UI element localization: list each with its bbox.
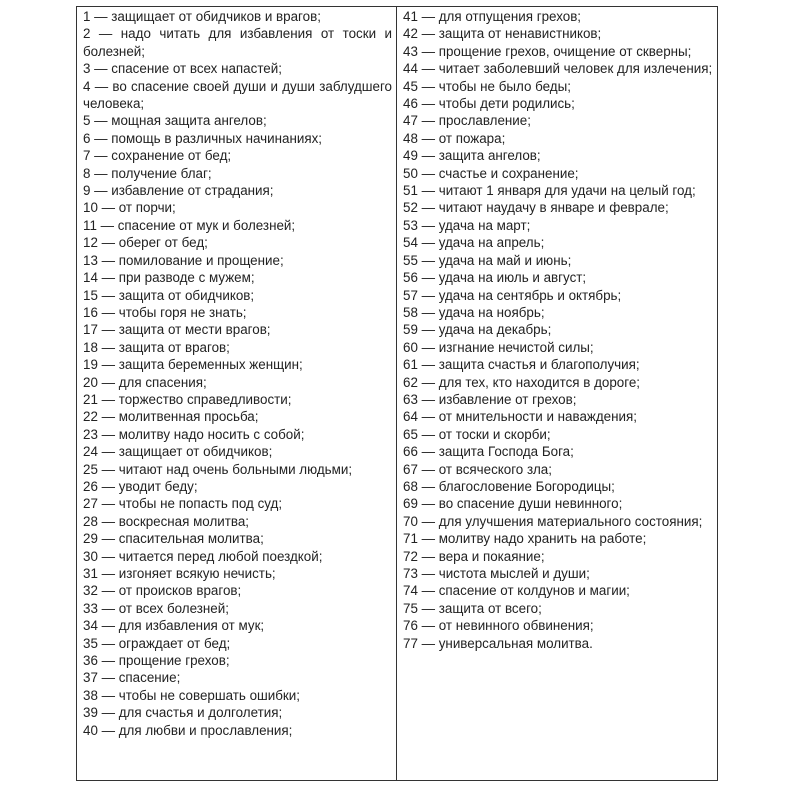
psalm-purpose-table bbox=[76, 6, 718, 781]
list-item: 29 — спасительная молитва; bbox=[83, 531, 264, 547]
list-item: 56 — удача на июль и август; bbox=[403, 270, 587, 286]
list-item: 4 — во спасение своей души и души заблудшего человека; bbox=[83, 78, 392, 112]
list-item: 70 — для улучшения материального состояния; bbox=[403, 513, 703, 529]
list-item: 32 — от происков врагов; bbox=[83, 583, 242, 599]
list-item: 20 — для спасения; bbox=[83, 374, 207, 390]
list-item: 27 — чтобы не попасть под суд; bbox=[83, 496, 283, 512]
list-item: 2 — надо читать для избавления от тоски и болезней; bbox=[83, 26, 392, 59]
list-item: 50 — счастье и сохранение; bbox=[403, 165, 579, 181]
list-item: 64 — от мнительности и наваждения; bbox=[403, 409, 637, 425]
list-item: 43 — прощение грехов, очищение от скверны; bbox=[403, 43, 692, 59]
list-item: 63 — избавление от грехов; bbox=[403, 391, 577, 407]
list-item: 77 — универсальная молитва. bbox=[403, 635, 593, 651]
list-item: 76 — от невинного обвинения; bbox=[403, 618, 594, 634]
list-item: 25 — читают над очень больными людьми; bbox=[83, 461, 353, 477]
list-item: 49 — защита ангелов; bbox=[403, 148, 541, 164]
list-item: 42 — защита от ненавистников; bbox=[403, 26, 602, 42]
list-item: 67 — от всяческого зла; bbox=[403, 461, 552, 477]
list-item: 69 — во спасение души невинного; bbox=[403, 496, 623, 512]
list-item: 47 — прославление; bbox=[403, 113, 531, 129]
list-item: 37 — спасение; bbox=[83, 670, 181, 686]
list-item: 7 — сохранение от бед; bbox=[83, 148, 232, 164]
list-item: 73 — чистота мыслей и души; bbox=[403, 566, 590, 581]
left-column bbox=[77, 7, 397, 780]
list-item: 57 — удача на сентябрь и октябрь; bbox=[403, 287, 622, 303]
list-item: 39 — для счастья и долголетия; bbox=[83, 705, 283, 721]
list-item: 15 — защита от обидчиков; bbox=[83, 287, 255, 303]
list-item: 59 — удача на декабрь; bbox=[403, 322, 552, 338]
list-item: 68 — благословение Богородицы; bbox=[403, 478, 615, 494]
list-item: 30 — читается перед любой поездкой; bbox=[83, 548, 323, 564]
list-item: 40 — для любви и прославления; bbox=[83, 722, 293, 738]
list-item: 72 — вера и покаяние; bbox=[403, 548, 545, 564]
list-item: 44 — читает заболевший человек для излечения; bbox=[403, 61, 713, 77]
list-item: 62 — для тех, кто находится в дороге; bbox=[403, 374, 640, 390]
list-item: 46 — чтобы дети родились; bbox=[403, 96, 575, 112]
list-item: 10 — от порчи; bbox=[83, 200, 176, 216]
list-item: 16 — чтобы горя не знать; bbox=[83, 304, 247, 320]
list-item: 74 — спасение от колдунов и магии; bbox=[403, 583, 630, 599]
list-item: 52 — читают наудачу в январе и феврале; bbox=[403, 200, 669, 216]
list-item: 38 — чтобы не совершать ошибки; bbox=[83, 687, 300, 703]
list-item: 58 — удача на ноябрь; bbox=[403, 304, 545, 320]
list-item: 41 — для отпущения грехов; bbox=[403, 9, 582, 24]
list-item: 66 — защита Господа Бога; bbox=[403, 444, 574, 460]
list-item: 54 — удача на апрель; bbox=[403, 235, 545, 251]
list-item: 11 — спасение от мук и болезней; bbox=[83, 217, 296, 233]
list-item: 18 — защита от врагов; bbox=[83, 339, 230, 355]
list-item: 53 — удача на март; bbox=[403, 217, 531, 233]
list-item: 6 — помощь в различных начинаниях; bbox=[83, 130, 323, 146]
list-item: 55 — удача на май и июнь; bbox=[403, 252, 572, 268]
list-item: 48 — от пожара; bbox=[403, 130, 506, 146]
list-item: 35 — ограждает от бед; bbox=[83, 635, 231, 651]
list-item: 19 — защита беременных женщин; bbox=[83, 357, 303, 373]
list-item: 75 — защита от всего; bbox=[403, 600, 542, 616]
list-item: 45 — чтобы не было беды; bbox=[403, 78, 571, 94]
list-item: 5 — мощная защита ангелов; bbox=[83, 113, 267, 129]
list-item: 65 — от тоски и скорби; bbox=[403, 426, 551, 442]
list-item: 33 — от всех болезней; bbox=[83, 600, 229, 616]
list-item: 71 — молитву надо хранить на работе; bbox=[403, 531, 647, 547]
list-item: 31 — изгоняет всякую нечисть; bbox=[83, 566, 276, 581]
list-item: 23 — молитву надо носить с собой; bbox=[83, 426, 305, 442]
list-item: 21 — торжество справедливости; bbox=[83, 391, 292, 407]
list-item: 3 — спасение от всех напастей; bbox=[83, 61, 282, 77]
list-item: 26 — уводит беду; bbox=[83, 478, 198, 494]
list-item: 61 — защита счастья и благополучия; bbox=[403, 357, 640, 373]
list-item: 13 — помилование и прощение; bbox=[83, 252, 284, 268]
list-item: 36 — прощение грехов; bbox=[83, 653, 230, 669]
list-item: 1 — защищает от обидчиков и врагов; bbox=[83, 9, 321, 24]
list-item: 34 — для избавления от мук; bbox=[83, 618, 265, 634]
list-item: 28 — воскресная молитва; bbox=[83, 513, 250, 529]
list-item: 14 — при разводе с мужем; bbox=[83, 270, 255, 286]
list-item: 51 — читают 1 января для удачи на целый год; bbox=[403, 183, 696, 199]
right-column bbox=[397, 7, 717, 780]
list-item: 8 — получение благ; bbox=[83, 165, 212, 181]
list-item: 17 — защита от мести врагов; bbox=[83, 322, 271, 338]
list-item: 22 — молитвенная просьба; bbox=[83, 409, 259, 425]
list-item: 24 — защищает от обидчиков; bbox=[83, 444, 273, 460]
list-item: 12 — оберег от бед; bbox=[83, 235, 208, 251]
list-item: 60 — изгнание нечистой силы; bbox=[403, 339, 594, 355]
list-item: 9 — избавление от страдания; bbox=[83, 183, 274, 199]
